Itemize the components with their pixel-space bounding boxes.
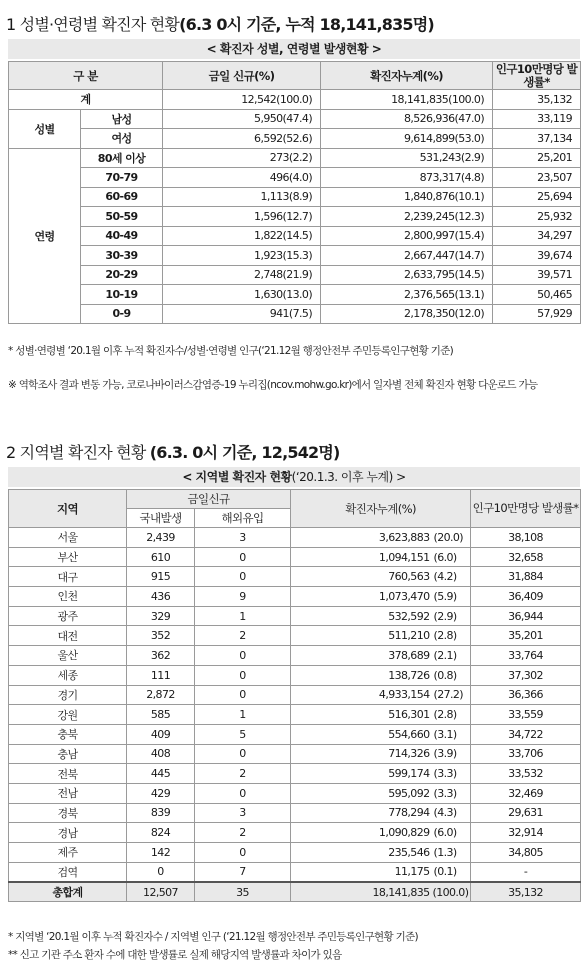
region-overseas: 1 [195,705,291,725]
age-rate: 39,571 [493,265,581,285]
region-rate: 32,914 [471,823,581,843]
header-overseas: 해외유입 [195,509,291,528]
section1-title: 1 성별·연령별 확진자 현황(6.3 0시 기준, 누적 18,141,835명) [6,15,434,34]
header-cum: 확진자누계(%) [291,490,471,528]
region-cum: 1,073,470 [291,587,433,607]
sex-row [9,109,581,129]
region-row [9,567,581,587]
region-domestic: 610 [127,547,195,567]
region-cum: 595,092 [291,783,433,803]
region-rate: - [471,862,581,882]
region-cum: 1,094,151 [291,547,433,567]
age-row [9,285,581,305]
header-cumulative: 확진자누계(%) [321,62,493,90]
region-domestic: 352 [127,626,195,646]
age-new: 1,596(12.7) [163,207,321,227]
age-label: 0-9 [81,304,163,324]
region-overseas: 0 [195,665,291,685]
age-row [9,304,581,324]
region-rate: 32,469 [471,783,581,803]
region-name: 제주 [9,843,127,863]
region-rate: 32,658 [471,547,581,567]
region-pct: (2.8) [433,626,471,646]
region-overseas: 2 [195,823,291,843]
region-name: 울산 [9,646,127,666]
region-domestic: 839 [127,803,195,823]
region-domestic: 429 [127,783,195,803]
age-row [9,148,581,168]
total-row [9,90,581,110]
section1-note-2: ※ 역학조사 결과 변동 가능, 코로나바이러스감염증-19 누리집(ncov.mohw.go.kr)에서 일자별 전체 확진자 현황 다운로드 가능 [8,379,538,391]
age-cum: 2,800,997(15.4) [321,226,493,246]
header-region: 지역 [9,490,127,528]
region-cum: 3,623,883 [291,528,433,548]
region-overseas: 0 [195,646,291,666]
region-overseas: 3 [195,803,291,823]
region-domestic: 142 [127,843,195,863]
region-name: 대구 [9,567,127,587]
age-row [9,246,581,266]
region-row [9,803,581,823]
region-rate: 36,366 [471,685,581,705]
region-overseas: 0 [195,685,291,705]
age-new: 1,923(15.3) [163,246,321,266]
region-row [9,705,581,725]
region-pct: (3.3) [433,764,471,784]
header-rate: 인구10만명당 발생률* [493,62,581,90]
total-rate: 35,132 [493,90,581,110]
age-cum: 2,667,447(14.7) [321,246,493,266]
age-new: 273(2.2) [163,148,321,168]
total-new: 12,542(100.0) [163,90,321,110]
region-row [9,823,581,843]
region-name: 경남 [9,823,127,843]
age-cum: 2,239,245(12.3) [321,207,493,227]
region-domestic: 585 [127,705,195,725]
age-new: 1,630(13.0) [163,285,321,305]
age-cum: 2,633,795(14.5) [321,265,493,285]
region-overseas: 1 [195,606,291,626]
region-rate: 33,764 [471,646,581,666]
region-domestic: 0 [127,862,195,882]
age-label: 60-69 [81,187,163,207]
region-cum: 516,301 [291,705,433,725]
age-rate: 34,297 [493,226,581,246]
age-new: 941(7.5) [163,304,321,324]
region-rate: 33,532 [471,764,581,784]
region-overseas: 2 [195,764,291,784]
region-pct: (2.1) [433,646,471,666]
age-group-label: 연령 [9,148,81,324]
region-overseas: 0 [195,567,291,587]
region-domestic: 111 [127,665,195,685]
age-rate: 25,694 [493,187,581,207]
region-rate: 31,884 [471,567,581,587]
region-row [9,862,581,882]
age-row [9,226,581,246]
region-row [9,843,581,863]
header-rate-region: 인구10만명당 발생률* [471,490,581,528]
region-cum: 235,546 [291,843,433,863]
region-pct: (3.9) [433,744,471,764]
region-row [9,685,581,705]
age-cum: 873,317(4.8) [321,168,493,188]
region-pct: (1.3) [433,843,471,863]
age-new: 1,822(14.5) [163,226,321,246]
age-label: 70-79 [81,168,163,188]
total-label: 계 [9,90,163,110]
region-pct: (3.3) [433,783,471,803]
region-pct: (5.9) [433,587,471,607]
age-rate: 25,201 [493,148,581,168]
region-row [9,547,581,567]
sex-cum: 9,614,899(53.0) [321,129,493,149]
section2-note-1: * 지역별 ‘20.1월 이후 누적 확진자수 / 지역별 인구 (‘21.12월 행정안전부 주민등록인구현황 기준) [8,931,418,943]
region-domestic: 2,872 [127,685,195,705]
sex-row [9,129,581,149]
region-pct: (0.8) [433,665,471,685]
region-total-domestic: 12,507 [127,882,195,902]
age-cum: 2,178,350(12.0) [321,304,493,324]
age-new: 2,748(21.9) [163,265,321,285]
age-cum: 2,376,565(13.1) [321,285,493,305]
region-table [8,489,581,902]
region-pct: (6.0) [433,823,471,843]
region-total-cum: 18,141,835 [291,882,433,902]
section1-note-1: * 성별·연령별 ‘20.1월 이후 누적 확진자수/성별·연령별 인구(‘21.12월 행정안전부 주민등록인구현황 기준) [8,345,453,357]
region-rate: 34,722 [471,724,581,744]
region-row [9,587,581,607]
total-cum: 18,141,835(100.0) [321,90,493,110]
header-category: 구 분 [9,62,163,90]
region-name: 전북 [9,764,127,784]
region-name: 검역 [9,862,127,882]
age-rate: 23,507 [493,168,581,188]
region-name: 세종 [9,665,127,685]
region-domestic: 409 [127,724,195,744]
sex-age-table [8,61,581,324]
region-header-row-1 [9,490,581,509]
header-today: 금일신규 [127,490,291,509]
section1-banner: < 확진자 성별, 연령별 발생현황 > [8,39,580,59]
age-label: 50-59 [81,207,163,227]
region-rate: 33,559 [471,705,581,725]
region-row [9,744,581,764]
region-overseas: 2 [195,626,291,646]
region-total-rate: 35,132 [471,882,581,902]
region-domestic: 436 [127,587,195,607]
region-overseas: 3 [195,528,291,548]
header-domestic: 국내발생 [127,509,195,528]
age-new: 496(4.0) [163,168,321,188]
region-overseas: 0 [195,744,291,764]
region-cum: 511,210 [291,626,433,646]
region-name: 서울 [9,528,127,548]
age-new: 1,113(8.9) [163,187,321,207]
age-label: 20-29 [81,265,163,285]
region-name: 대전 [9,626,127,646]
region-rate: 33,706 [471,744,581,764]
region-row [9,665,581,685]
age-row [9,187,581,207]
region-cum: 378,689 [291,646,433,666]
region-rate: 29,631 [471,803,581,823]
region-rate: 37,302 [471,665,581,685]
age-row [9,265,581,285]
section2-note-2: ** 신고 기관 주소 환자 수에 대한 발생률로 실제 해당지역 발생률과 차이가 있음 [8,949,342,961]
region-row [9,626,581,646]
age-label: 80세 이상 [81,148,163,168]
age-rate: 39,674 [493,246,581,266]
section2-title: 2 지역별 확진자 현황 (6.3. 0시 기준, 12,542명) [6,443,340,462]
region-cum: 778,294 [291,803,433,823]
sex-new: 6,592(52.6) [163,129,321,149]
region-cum: 714,326 [291,744,433,764]
region-cum: 760,563 [291,567,433,587]
region-rate: 36,944 [471,606,581,626]
sex-rate: 33,119 [493,109,581,129]
region-total-overseas: 35 [195,882,291,902]
sex-new: 5,950(47.4) [163,109,321,129]
region-name: 충남 [9,744,127,764]
sex-rate: 37,134 [493,129,581,149]
region-row [9,783,581,803]
region-domestic: 362 [127,646,195,666]
region-domestic: 329 [127,606,195,626]
region-rate: 38,108 [471,528,581,548]
region-total-pct: (100.0) [433,882,471,902]
age-cum: 531,243(2.9) [321,148,493,168]
region-cum: 599,174 [291,764,433,784]
region-cum: 138,726 [291,665,433,685]
region-name: 경기 [9,685,127,705]
region-name: 광주 [9,606,127,626]
region-domestic: 2,439 [127,528,195,548]
sex-cum: 8,526,936(47.0) [321,109,493,129]
region-domestic: 445 [127,764,195,784]
region-domestic: 824 [127,823,195,843]
region-overseas: 0 [195,843,291,863]
region-rate: 36,409 [471,587,581,607]
region-rate: 35,201 [471,626,581,646]
region-name: 인천 [9,587,127,607]
region-cum: 1,090,829 [291,823,433,843]
region-total-label: 총합계 [9,882,127,902]
age-label: 40-49 [81,226,163,246]
header-today-new: 금일 신규(%) [163,62,321,90]
age-label: 10-19 [81,285,163,305]
region-pct: (6.0) [433,547,471,567]
region-name: 충북 [9,724,127,744]
region-name: 경북 [9,803,127,823]
sex-label: 여성 [81,129,163,149]
age-cum: 1,840,876(10.1) [321,187,493,207]
region-name: 부산 [9,547,127,567]
region-overseas: 7 [195,862,291,882]
age-rate: 50,465 [493,285,581,305]
region-cum: 4,933,154 [291,685,433,705]
region-pct: (2.8) [433,705,471,725]
region-cum: 11,175 [291,862,433,882]
region-pct: (3.1) [433,724,471,744]
region-row [9,606,581,626]
region-row [9,724,581,744]
region-rate: 34,805 [471,843,581,863]
age-label: 30-39 [81,246,163,266]
region-cum: 532,592 [291,606,433,626]
region-pct: (27.2) [433,685,471,705]
region-pct: (0.1) [433,862,471,882]
age-rate: 25,932 [493,207,581,227]
region-name: 강원 [9,705,127,725]
region-row [9,528,581,548]
age-rate: 57,929 [493,304,581,324]
region-overseas: 0 [195,547,291,567]
region-name: 전남 [9,783,127,803]
region-row [9,646,581,666]
region-domestic: 915 [127,567,195,587]
region-overseas: 0 [195,783,291,803]
sex-label: 남성 [81,109,163,129]
region-overseas: 9 [195,587,291,607]
region-pct: (2.9) [433,606,471,626]
table-header-row [9,62,581,90]
section2-banner: < 지역별 확진자 현황(‘20.1.3. 이후 누계) > [8,467,580,487]
age-row [9,207,581,227]
region-row [9,764,581,784]
region-cum: 554,660 [291,724,433,744]
region-pct: (4.3) [433,803,471,823]
region-domestic: 408 [127,744,195,764]
region-pct: (4.2) [433,567,471,587]
region-total-row [9,882,581,902]
age-row [9,168,581,188]
region-pct: (20.0) [433,528,471,548]
region-overseas: 5 [195,724,291,744]
sex-group-label: 성별 [9,109,81,148]
